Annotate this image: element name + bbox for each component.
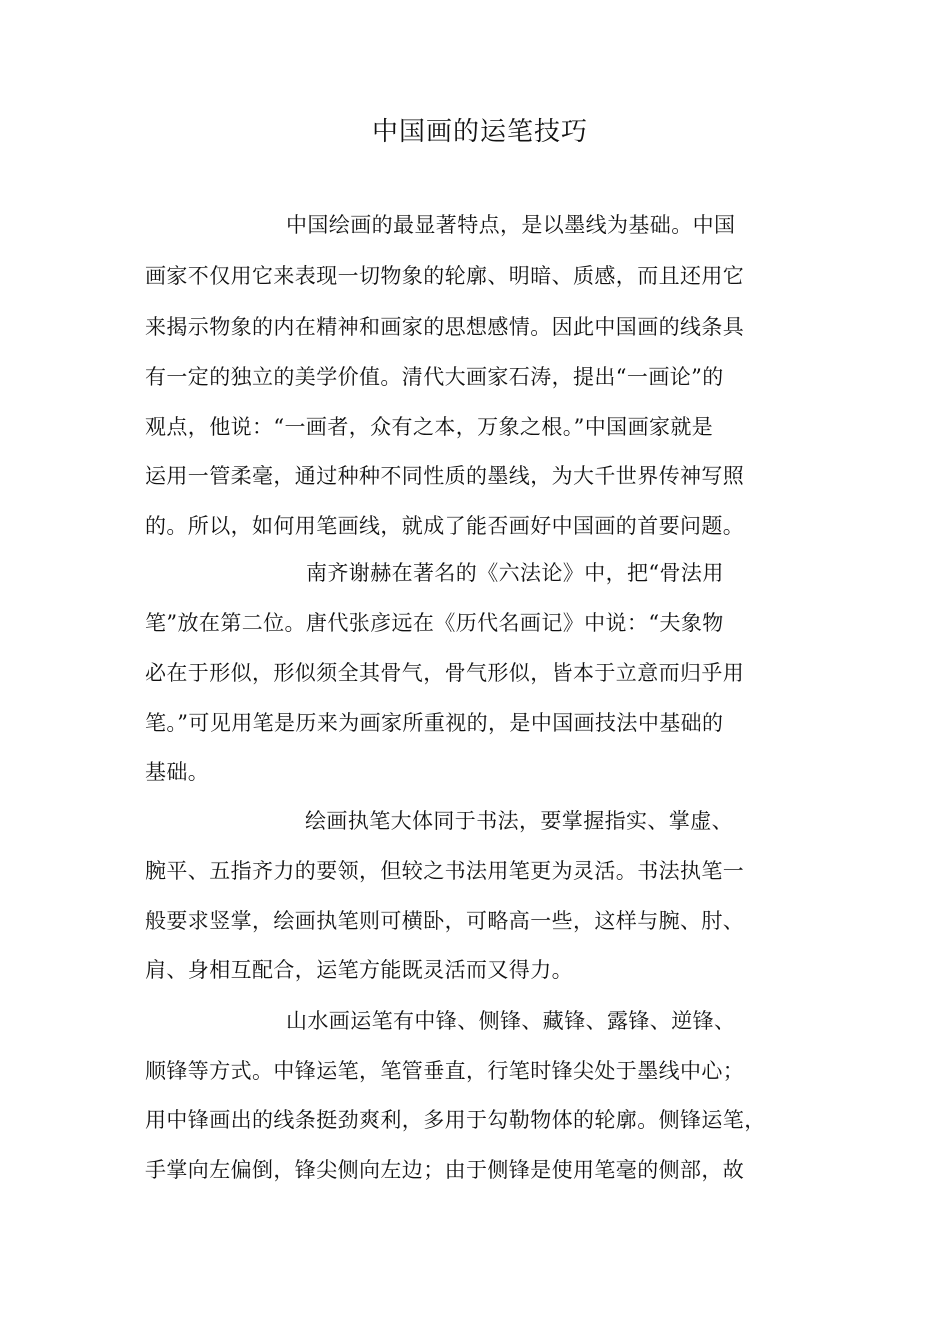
text-line: 手掌向左偏倒，锋尖侧向左边；由于侧锋是使用笔毫的侧部，故 xyxy=(145,1158,745,1182)
text-line: 画家不仅用它来表现一切物象的轮廓、明暗、质感，而且还用它 xyxy=(145,264,745,288)
text-line: 山水画运笔有中锋、侧锋、藏锋、露锋、逆锋、 xyxy=(286,1009,736,1033)
text-line: 有一定的独立的美学价值。清代大画家石涛，提出“一画论”的 xyxy=(145,365,724,389)
text-line: 顺锋等方式。中锋运笔，笔管垂直，行笔时锋尖处于墨线中心； xyxy=(145,1059,745,1083)
text-line: 笔。”可见用笔是历来为画家所重视的，是中国画技法中基础的 xyxy=(145,711,724,735)
text-line: 基础。 xyxy=(145,760,210,784)
document-title: 中国画的运笔技巧 xyxy=(371,117,588,147)
text-line: 用中锋画出的线条挺劲爽利，多用于勾勒物体的轮廓。侧锋运笔， xyxy=(145,1108,766,1132)
text-line: 观点，他说：“一画者，众有之本，万象之根。”中国画家就是 xyxy=(145,415,714,439)
text-line: 绘画执笔大体同于书法，要掌握指实、掌虚、 xyxy=(305,809,733,833)
text-line: 来揭示物象的内在精神和画家的思想感情。因此中国画的线条具 xyxy=(145,315,745,339)
text-line: 南齐谢赫在著名的《六法论》中，把“骨法用 xyxy=(306,561,724,585)
text-line: 必在于形似，形似须全其骨气，骨气形似，皆本于立意而归乎用 xyxy=(145,661,745,685)
text-line: 中国绘画的最显著特点，是以墨线为基础。中国 xyxy=(286,213,736,237)
text-line: 的。所以，如何用笔画线，就成了能否画好中国画的首要问题。 xyxy=(145,514,745,538)
text-line: 运用一管柔毫，通过种种不同性质的墨线，为大千世界传神写照 xyxy=(145,464,745,488)
text-line: 腕平、五指齐力的要领，但较之书法用笔更为灵活。书法执笔一 xyxy=(145,859,745,883)
text-line: 般要求竖掌，绘画执笔则可横卧，可略高一些，这样与腕、肘、 xyxy=(145,909,745,933)
text-line: 肩、身相互配合，运笔方能既灵活而又得力。 xyxy=(145,958,573,982)
text-line: 笔”放在第二位。唐代张彦远在《历代名画记》中说：“夫象物 xyxy=(145,611,724,635)
